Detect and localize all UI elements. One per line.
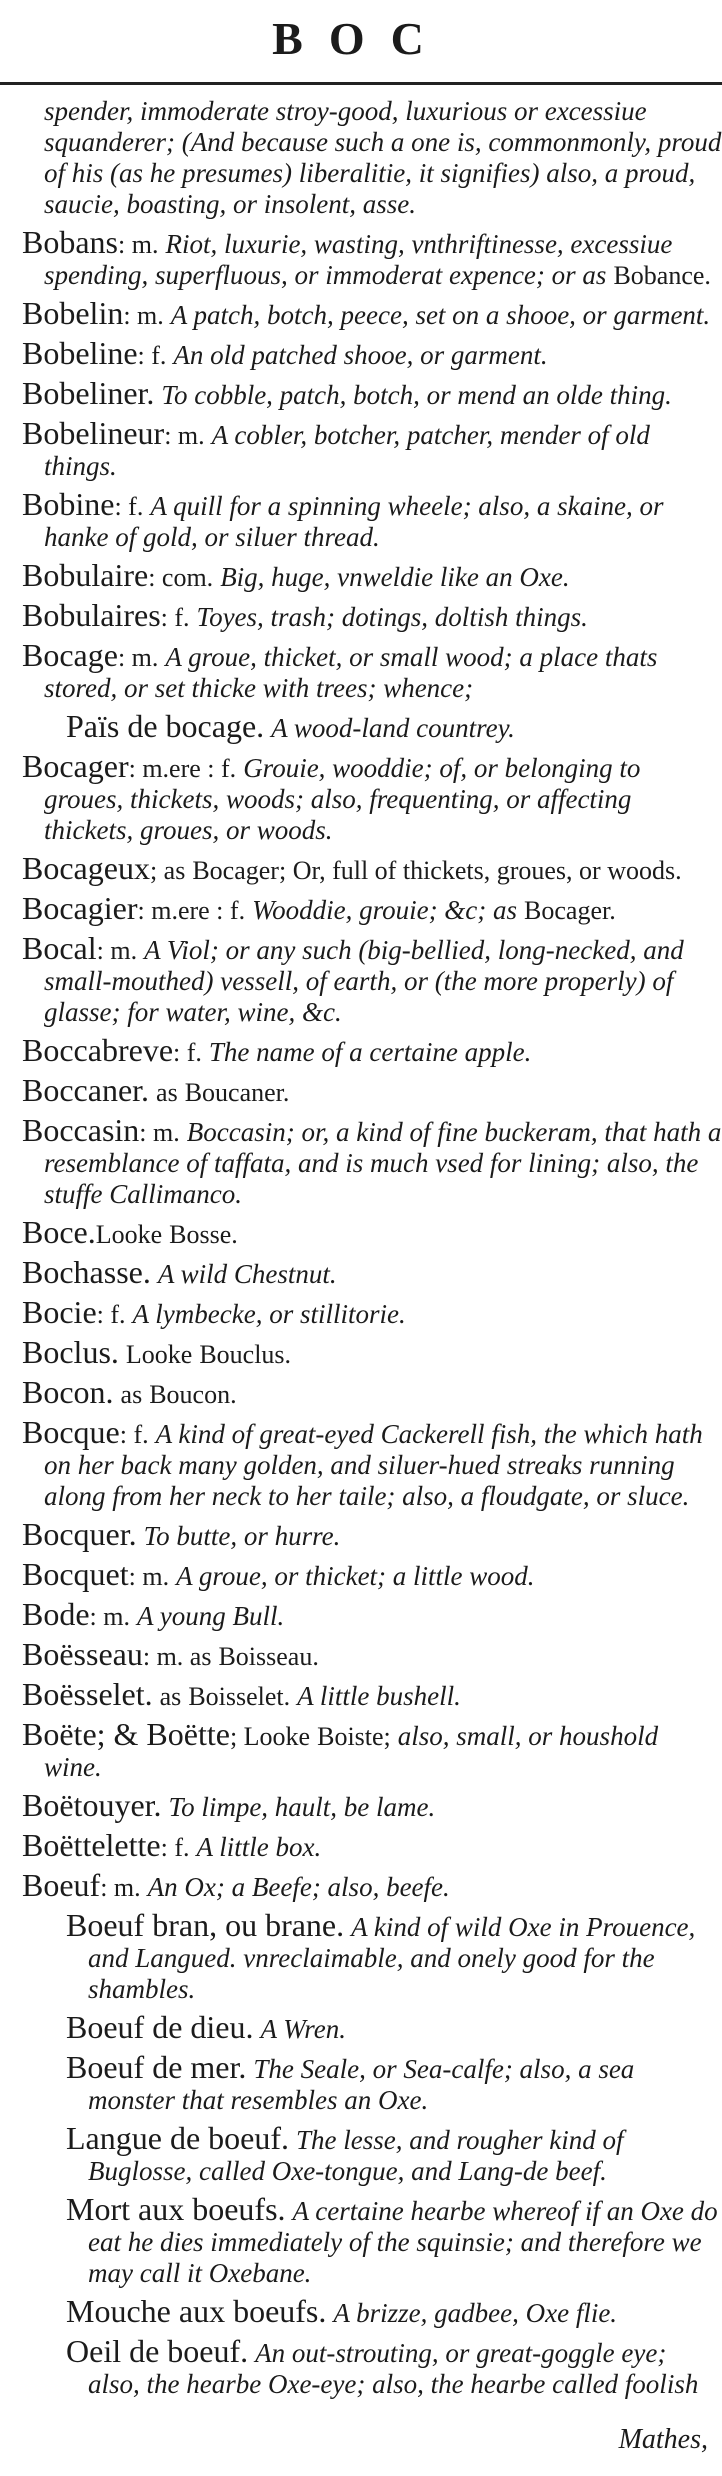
entry-bobelin: Bobelin: m. A patch, botch, peece, set on a shooe, or garment. bbox=[22, 295, 711, 331]
entry-bobans: Bobans: m. Riot, luxurie, wasting, vnthriftinesse, excessiue spending, superfluous, or immoderat expence; or as Bobance. bbox=[22, 224, 711, 290]
entry-boesseau: Boësseau: m. as Boisseau. bbox=[22, 1636, 319, 1672]
entry-bochasse: Bochasse. A wild Chestnut. bbox=[22, 1254, 337, 1290]
entry-boclus: Boclus. Looke Bouclus. bbox=[22, 1334, 292, 1370]
entry-bocquer: Bocquer. To butte, or hurre. bbox=[22, 1516, 341, 1552]
entry-boccasin: Boccasin: m. Boccasin; or, a kind of fine buckeram, that hath a resemblance of taffata, and is much vsed for lining; also, the stuffe Callimanco. bbox=[22, 1112, 722, 1209]
entry-boetouyer: Boëtouyer. To limpe, hault, be lame. bbox=[22, 1787, 436, 1823]
entry-boce: Boce.Looke Bosse. bbox=[22, 1214, 238, 1250]
entry-boeuf-de-mer: Boeuf de mer. The Seale, or Sea-calfe; also, a sea monster that resembles an Oxe. bbox=[66, 2049, 635, 2115]
entry-boccabreve: Boccabreve: f. The name of a certaine apple. bbox=[22, 1032, 532, 1068]
entry-list bbox=[0, 96, 722, 2407]
entry-boeuf: Boeuf: m. An Ox; a Beefe; also, beefe. bbox=[22, 1867, 450, 1903]
entry-bobulaire: Bobulaire: com. Big, huge, vnweldie like an Oxe. bbox=[22, 557, 570, 593]
entry-bobine: Bobine: f. A quill for a spinning wheele; also, a skaine, or hanke of gold, or siluer thread. bbox=[22, 486, 664, 552]
entry-boete: Boëte; & Boëtte; Looke Boiste; also, small, or houshold wine. bbox=[22, 1716, 659, 1782]
entry-boeuf-bran: Boeuf bran, ou brane. A kind of wild Oxe in Prouence, and Langued. vnreclaimable, and onely good for the shambles. bbox=[66, 1907, 696, 2004]
entry-bobulaires: Bobulaires: f. Toyes, trash; dotings, doltish things. bbox=[22, 597, 588, 633]
entry-pais-de-bocage: Païs de bocage. A wood-land countrey. bbox=[66, 708, 515, 744]
entry-bocon: Bocon. as Boucon. bbox=[22, 1374, 237, 1410]
entry-langue-de-boeuf: Langue de boeuf. The lesse, and rougher kind of Buglosse, called Oxe-tongue, and Lang-de beef. bbox=[66, 2120, 624, 2186]
page-header: BOC bbox=[272, 13, 450, 64]
entry-bocage: Bocage: m. A groue, thicket, or small wood; a place thats stored, or set thicke with trees; whence; bbox=[22, 637, 658, 703]
entry-bocal: Bocal: m. A Viol; or any such (big-bellied, long-necked, and small-mouthed) vessell, of earth, or (the more properly) of glasse; for water, wine, &c. bbox=[22, 930, 684, 1027]
entry-boeuf-de-dieu: Boeuf de dieu. A Wren. bbox=[66, 2009, 346, 2045]
entry-bode: Bode: m. A young Bull. bbox=[22, 1596, 285, 1632]
entry-mouche-aux-boeufs: Mouche aux boeufs. A brizze, gadbee, Oxe flie. bbox=[66, 2293, 618, 2329]
entry-boccaner: Boccaner. as Boucaner. bbox=[22, 1072, 290, 1108]
entry-bobelineur: Bobelineur: m. A cobler, botcher, patcher, mender of old things. bbox=[22, 415, 650, 481]
entry-bocageux: Bocageux; as Bocager; Or, full of thickets, groues, or woods. bbox=[22, 850, 682, 886]
entry-boesselet: Boësselet. as Boisselet. A little bushell. bbox=[22, 1676, 461, 1712]
entry-mort-aux-boeufs: Mort aux boeufs. A certaine hearbe whereof if an Oxe do eat he dies immediately of the squinsie; and therefore we may call it Oxebane. bbox=[66, 2191, 718, 2288]
catchword: Mathes, bbox=[618, 2424, 708, 2455]
entry-bocager: Bocager: m.ere : f. Grouie, wooddie; of, or belonging to groues, thickets, woods; also, frequenting, or affecting thickets, groues, or woods. bbox=[22, 748, 641, 845]
entry-bobeliner: Bobeliner. To cobble, patch, botch, or mend an olde thing. bbox=[22, 375, 672, 411]
entry-continuation: spender, immoderate stroy-good, luxurious or excessiue squanderer; (And because such a one is, commonmonly, proud of his (as he presumes) liberalitie, it signifies) also, a proud, saucie, boasting, or insolent, asse. bbox=[44, 96, 722, 219]
entry-bocquet: Bocquet: m. A groue, or thicket; a little wood. bbox=[22, 1556, 535, 1592]
entry-bocie: Bocie: f. A lymbecke, or stillitorie. bbox=[22, 1294, 406, 1330]
entry-bocagier: Bocagier: m.ere : f. Wooddie, grouie; &c; as Bocager. bbox=[22, 890, 616, 926]
entry-oeil-de-boeuf: Oeil de boeuf. An out-strouting, or great-goggle eye; also, the hearbe Oxe-eye; also, the hearbe called foolish bbox=[66, 2333, 699, 2399]
entry-boettelette: Boëttelette: f. A little box. bbox=[22, 1827, 322, 1863]
entry-bocque: Bocque: f. A kind of great-eyed Cackerell fish, the which hath on her back many golden, and siluer-hued streaks running along from her neck to her taile; also, a floudgate, or sluce. bbox=[22, 1414, 703, 1511]
entry-bobeline: Bobeline: f. An old patched shooe, or garment. bbox=[22, 335, 548, 371]
header-rule bbox=[0, 82, 722, 85]
